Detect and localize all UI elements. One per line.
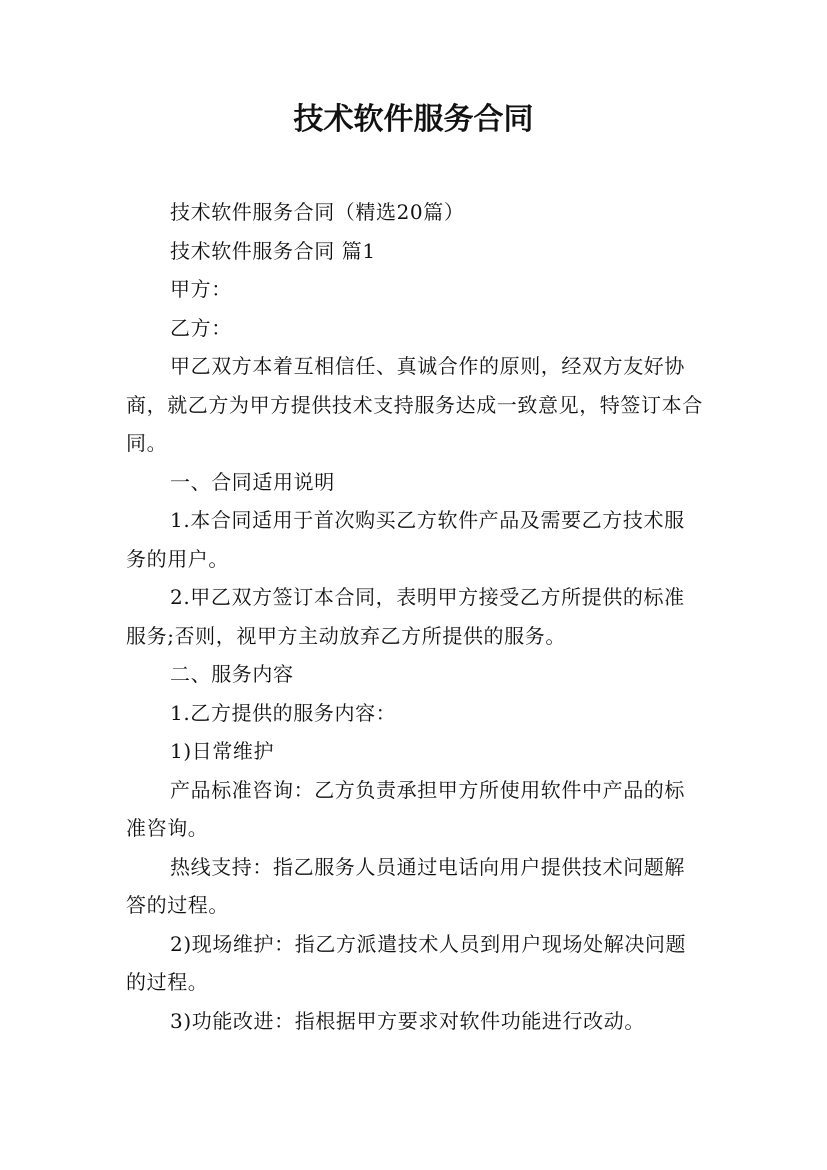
- document-title: 技术软件服务合同: [293, 102, 534, 137]
- paragraph-section-1: 一、合同适用说明: [170, 469, 335, 494]
- paragraph-item-1: 1)日常维护: [170, 739, 275, 763]
- paragraph-section-title: 技术软件服务合同 篇1: [170, 238, 376, 263]
- paragraph-party-a: 甲方：: [170, 277, 232, 301]
- paragraph-item-3: 3)功能改进：指根据甲方要求对软件功能进行改动。: [170, 1008, 645, 1033]
- document-body: [126, 193, 704, 1040]
- paragraph-standard-consulting: 产品标准咨询：乙方负责承担甲方所使用软件中产品的标准咨询。: [126, 777, 685, 840]
- paragraph-clause-2-1: 1.乙方提供的服务内容：: [170, 700, 397, 725]
- paragraph-hotline-support: 热线支持：指乙服务人员通过电话向用户提供技术问题解答的过程。: [126, 854, 685, 917]
- paragraph-heading: 技术软件服务合同（精选20篇）: [170, 200, 465, 224]
- paragraph-intro: 甲乙双方本着互相信任、真诚合作的原则，经双方友好协商，就乙方为甲方提供技术支持服务达成一致意见，特签订本合同。: [126, 354, 703, 455]
- paragraph-item-2: 2)现场维护：指乙方派遣技术人员到用户现场处解决问题的过程。: [126, 931, 687, 994]
- paragraph-section-2: 二、服务内容: [170, 662, 294, 686]
- paragraph-clause-1-1: 1.本合同适用于首次购买乙方软件产品及需要乙方技术服务的用户。: [126, 508, 685, 571]
- paragraph-party-b: 乙方：: [170, 315, 232, 340]
- paragraph-clause-1-2: 2.甲乙双方签订本合同，表明甲方接受乙方所提供的标准服务;否则，视甲方主动放弃乙方所提供的服务。: [126, 585, 685, 648]
